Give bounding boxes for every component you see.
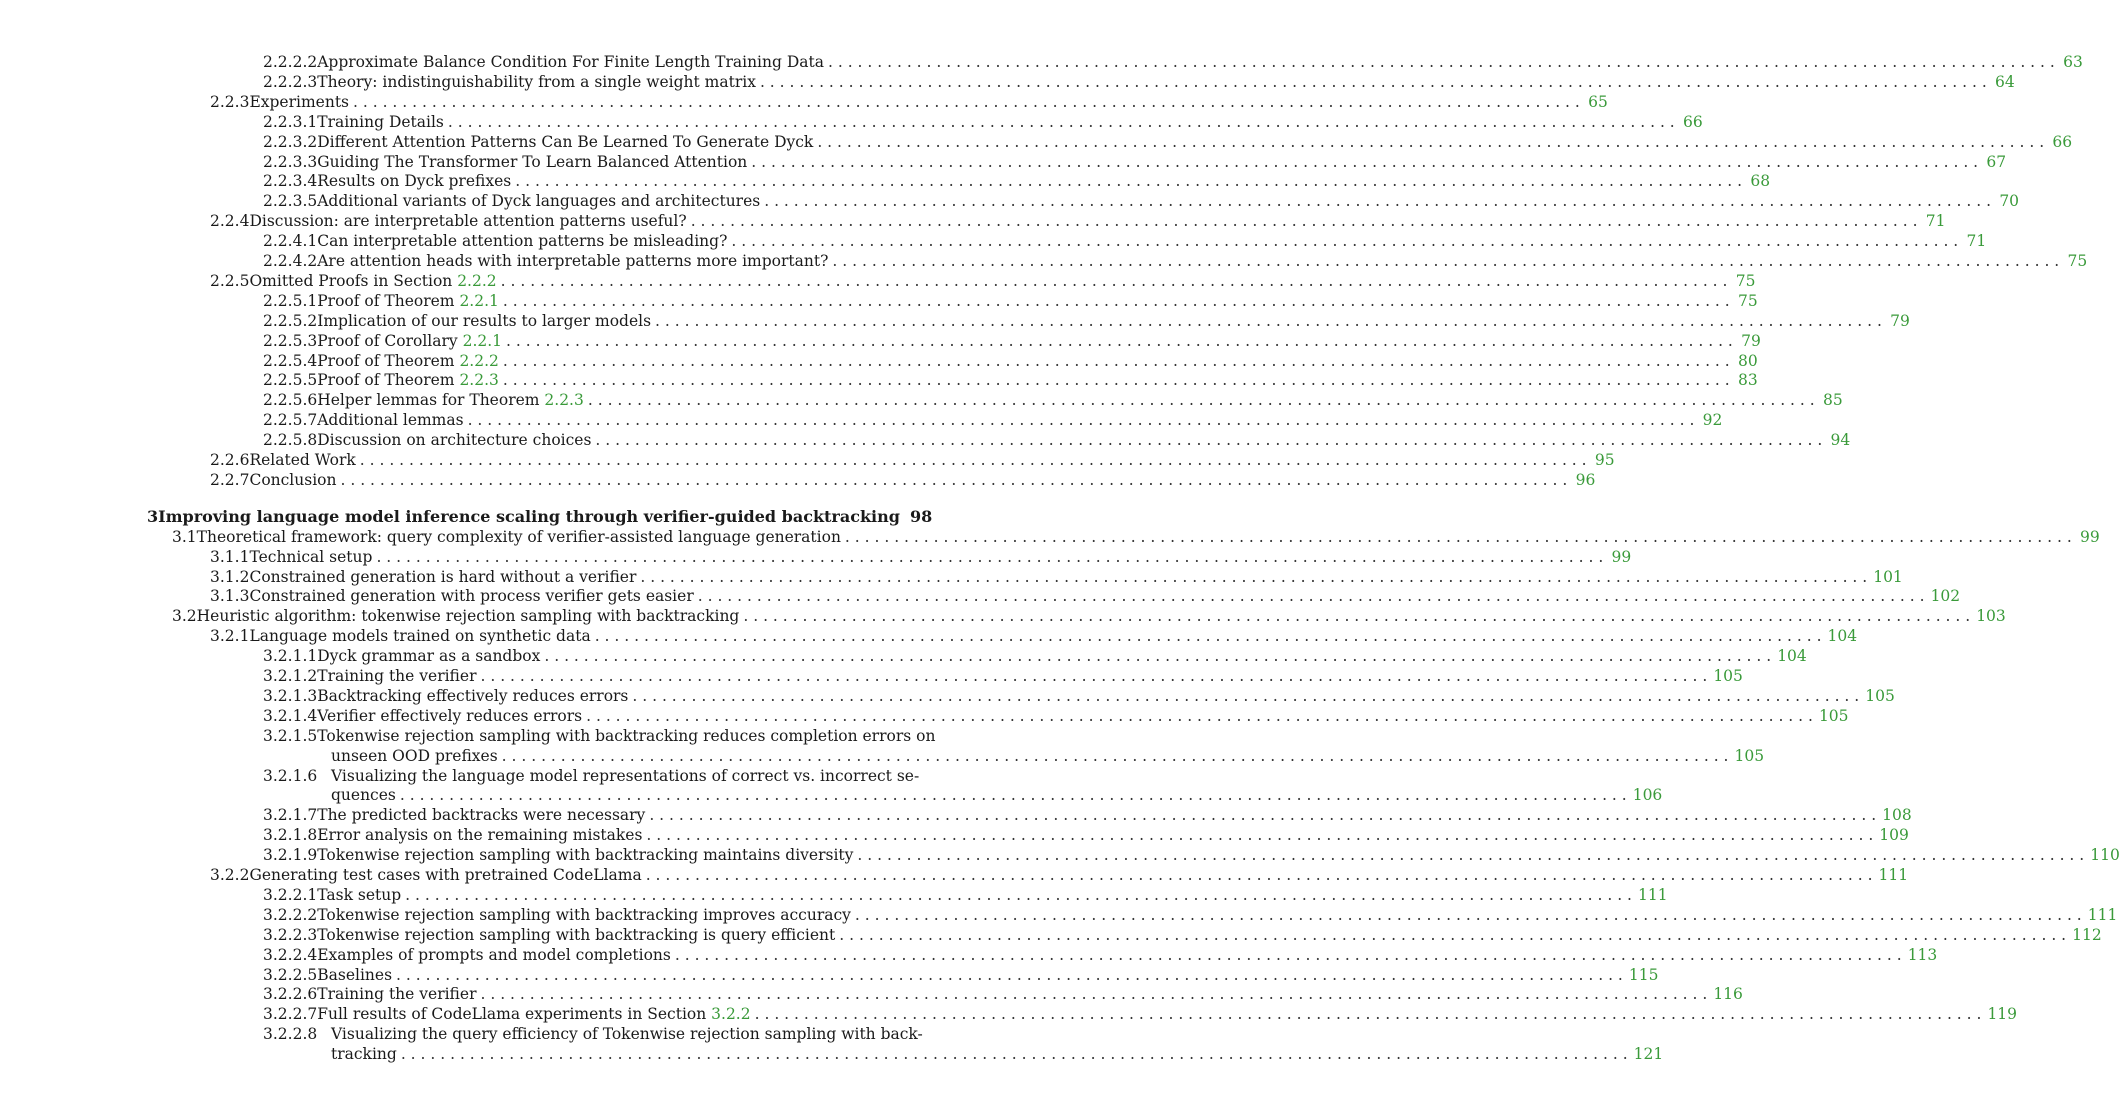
entry-title-text: Additional variants of Dyck languages and architectures (317, 192, 761, 211)
page-number-link[interactable]: 105 (1818, 706, 1849, 725)
toc-entry[interactable] (263, 726, 936, 746)
entry-title (317, 666, 476, 686)
entry-title-text: Tokenwise rejection sampling with backtracking improves accuracy (317, 905, 851, 924)
entry-title (317, 885, 401, 905)
leader-dots (405, 885, 1632, 905)
page-number-link[interactable]: 111 (1637, 885, 1668, 904)
page-number-link[interactable]: 68 (1750, 172, 1771, 191)
toc-entry[interactable] (263, 984, 1743, 1004)
entry-title (249, 92, 349, 112)
toc-entry[interactable] (263, 311, 1910, 331)
toc-entry[interactable] (263, 231, 1987, 251)
toc-entry[interactable] (210, 211, 1946, 231)
entry-title (317, 845, 853, 865)
toc-entry[interactable] (263, 686, 1895, 706)
entry-title-text: Dyck grammar as a sandbox (317, 647, 541, 666)
toc-entry[interactable] (210, 626, 1858, 646)
toc-entry[interactable] (210, 450, 1615, 470)
entry-title-text: Visualizing the language model representations of correct vs. incorrect se- (331, 766, 920, 785)
entry-title-text: Theory: indistinguishability from a single weight matrix (317, 72, 756, 91)
leader-dots (632, 686, 1859, 706)
entry-title-text: Generating test cases with pretrained CodeLlama (249, 866, 642, 884)
page-number-link[interactable]: 121 (1633, 1045, 1664, 1064)
entry-title-text: Training Details (317, 112, 444, 131)
toc-entry[interactable] (263, 925, 2102, 945)
entry-title-text: Constrained generation is hard without a verifier (249, 567, 637, 586)
toc-entry-continuation[interactable] (331, 746, 1765, 766)
toc-entry[interactable] (263, 1024, 926, 1044)
entry-number: 2.2.3.4 (263, 172, 318, 191)
leader-dots (506, 331, 1733, 351)
entry-number: 3.2.2.3 (263, 925, 318, 944)
leader-dots (401, 1044, 1628, 1064)
entry-number: 2.2.3 (210, 92, 250, 111)
entry-title-text: The predicted backtracks were necessary (317, 806, 646, 825)
page-number-link[interactable]: 85 (1822, 391, 1843, 410)
page-number-link[interactable]: 105 (1865, 686, 1895, 705)
entry-title-text: Additional lemmas (317, 411, 464, 430)
leader-dots (502, 746, 1729, 766)
entry-title-text: Error analysis on the remaining mistakes (317, 826, 643, 845)
leader-dots (448, 112, 1675, 132)
toc-entry-continuation[interactable] (331, 1044, 1664, 1064)
leader-dots (817, 132, 2044, 152)
entry-number: 2.2.5.5 (263, 371, 318, 390)
cross-reference-link[interactable]: 2.2.3 (544, 391, 584, 410)
toc-entry[interactable] (263, 965, 1659, 985)
leader-dots (503, 291, 1730, 311)
page-number-link[interactable]: 102 (1930, 587, 1961, 606)
entry-title-text: Helper lemmas for Theorem (317, 391, 545, 410)
entry-number: 3.2.1.8 (263, 826, 318, 845)
entry-title (249, 865, 641, 885)
leader-dots (480, 984, 1707, 1004)
entry-title (158, 507, 900, 527)
entry-title-text: Approximate Balance Condition For Finite Length Training Data (317, 53, 824, 71)
entry-title-text: Training the verifier (317, 985, 477, 1004)
leader-dots (353, 92, 1580, 112)
page-number-link[interactable]: 104 (1827, 627, 1858, 646)
entry-number: 2.2.5.4 (263, 351, 318, 370)
entry-number: 2.2.4 (210, 212, 250, 231)
page-number-link[interactable]: 108 (1882, 806, 1912, 825)
page-number-link[interactable]: 106 (1632, 786, 1663, 805)
entry-title-text: Proof of Corollary (317, 331, 463, 350)
entry-title (317, 52, 824, 72)
leader-dots (595, 430, 1822, 450)
page-number-link[interactable]: 109 (1879, 826, 1909, 845)
entry-number: 2.2.3.1 (263, 112, 318, 131)
entry-title (317, 152, 747, 172)
toc-entry[interactable] (263, 646, 1807, 666)
page-number-link[interactable]: 71 (1966, 232, 1987, 251)
entry-number: 3.2.2.6 (263, 985, 318, 1004)
leader-dots (360, 450, 1587, 470)
entry-title-text: Proof of Theorem (317, 371, 460, 390)
page-number-link[interactable]: 105 (1734, 746, 1765, 765)
page-number-link[interactable]: 75 (2067, 252, 2088, 270)
entry-title (249, 567, 636, 587)
entry-title (317, 706, 582, 726)
entry-title (317, 726, 935, 746)
toc-entry[interactable] (263, 251, 2088, 271)
toc-entry[interactable] (263, 706, 1849, 726)
toc-entry[interactable] (263, 112, 1703, 132)
entry-title (249, 271, 496, 291)
page-number-link[interactable]: 99 (1611, 547, 1632, 566)
entry-title-text: Results on Dyck prefixes (317, 172, 512, 191)
page-number-link[interactable]: 71 (1925, 212, 1946, 231)
entry-title-text: Baselines (317, 965, 393, 984)
toc-entry[interactable] (263, 410, 1723, 430)
entry-number: 2.2.5.1 (263, 291, 318, 310)
entry-number: 2.2.5.6 (263, 391, 318, 410)
entry-title (249, 470, 336, 490)
page-number-link[interactable]: 110 (2090, 846, 2120, 865)
toc-entry[interactable] (263, 805, 1912, 825)
entry-number: 3 (147, 506, 159, 526)
toc-entry[interactable] (210, 547, 1632, 567)
page-number-link[interactable]: 75 (1735, 271, 1756, 290)
entry-title-continuation: quences (331, 786, 396, 805)
leader-dots (743, 606, 1970, 626)
leader-dots (691, 211, 1918, 231)
entry-number: 3.2.2.1 (263, 885, 318, 904)
toc-entry[interactable] (172, 527, 2100, 547)
page-number-link[interactable]: 75 (1737, 291, 1758, 310)
toc-entry[interactable] (263, 825, 1909, 845)
entry-title-text: Experiments (249, 92, 350, 111)
entry-title-text: Related Work (249, 451, 356, 469)
entry-title (317, 191, 760, 211)
entry-number: 3.1.3 (210, 587, 250, 606)
entry-title (197, 527, 841, 547)
entry-title (249, 450, 355, 470)
toc-entry[interactable] (263, 370, 1758, 390)
page-number-link[interactable]: 115 (1628, 965, 1659, 984)
leader-dots (544, 646, 1771, 666)
page-number-link[interactable]: 101 (1873, 567, 1903, 586)
toc-entry[interactable] (263, 132, 2073, 152)
entry-title-text: Technical setup (249, 547, 373, 566)
entry-title (317, 370, 499, 390)
entry-title-text: Omitted Proofs in Section (249, 271, 458, 290)
entry-number: 2.2.4.1 (263, 232, 318, 251)
leader-dots (764, 191, 1991, 211)
entry-title-text: Full results of CodeLlama experiments in Section (317, 1005, 712, 1024)
entry-number: 3.1.2 (210, 567, 250, 586)
leader-dots (340, 470, 1567, 490)
leader-dots (640, 567, 1867, 587)
entry-title-text: Guiding The Transformer To Learn Balanced Attention (317, 152, 748, 171)
leader-dots (515, 171, 1742, 191)
toc-entry[interactable] (263, 666, 1743, 686)
page-number-link[interactable]: 63 (2063, 53, 2083, 71)
entry-number: 3.2.1.9 (263, 846, 318, 865)
entry-number: 3.1.1 (210, 547, 250, 566)
toc-entry[interactable] (210, 92, 1608, 112)
toc-entry[interactable] (210, 470, 1596, 490)
leader-dots (646, 865, 1873, 885)
entry-title-text: Task setup (317, 885, 402, 904)
page-number-link[interactable]: 104 (1777, 647, 1807, 666)
toc-entry[interactable] (263, 845, 2120, 865)
chapter-entry[interactable] (147, 506, 933, 527)
entry-title (317, 72, 756, 92)
entry-number: 2.2.5.8 (263, 431, 318, 450)
leader-dots (595, 626, 1822, 646)
cross-reference-link[interactable]: 2.2.1 (459, 291, 499, 310)
leader-dots (646, 825, 1873, 845)
page-number-link[interactable]: 111 (1878, 866, 1909, 884)
entry-number: 3.2.1.6 (263, 766, 318, 785)
toc-entry[interactable] (263, 331, 1761, 351)
leader-dots (857, 845, 2084, 865)
leader-dots (755, 1004, 1982, 1024)
toc-entry[interactable] (263, 945, 1938, 965)
page-number-link[interactable]: 112 (2072, 925, 2102, 944)
entry-number: 3.2.2.4 (263, 945, 318, 964)
entry-number: 2.2.3.5 (263, 192, 318, 211)
toc-entry[interactable] (263, 430, 1851, 450)
entry-title (317, 430, 591, 450)
entry-title (317, 311, 651, 331)
entry-title-text: Verifier effectively reduces errors (317, 706, 583, 725)
entry-title-continuation: unseen OOD prefixes (331, 746, 498, 765)
entry-title (249, 547, 372, 567)
toc-entry-continuation[interactable] (331, 785, 1663, 805)
leader-dots (655, 311, 1882, 331)
entry-title-text: Visualizing the query efficiency of Tokenwise rejection sampling with back- (331, 1025, 923, 1044)
entry-number: 3.2 (172, 607, 197, 626)
entry-title-text: Discussion: are interpretable attention patterns useful? (249, 212, 687, 231)
page-number-link[interactable]: 103 (1976, 607, 2006, 626)
page-number-link[interactable]: 66 (2052, 132, 2073, 151)
entry-number: 3.2.1.3 (263, 686, 318, 705)
page-number-link[interactable]: 94 (1830, 431, 1851, 450)
entry-title (331, 766, 926, 786)
entry-number: 2.2.5 (210, 271, 250, 290)
page-number-link[interactable]: 79 (1890, 311, 1910, 330)
page-number-link[interactable]: 116 (1713, 985, 1743, 1004)
entry-title-text: Different Attention Patterns Can Be Learned To Generate Dyck (317, 132, 814, 151)
cross-reference-link[interactable]: 3.2.2 (711, 1005, 751, 1024)
entry-number: 2.2.2.3 (263, 72, 318, 91)
entry-title (197, 606, 740, 626)
toc-entry[interactable] (263, 191, 2020, 211)
entry-title-text: Conclusion (249, 470, 337, 489)
page-number-link[interactable]: 70 (1999, 192, 2020, 211)
leader-dots (400, 785, 1627, 805)
entry-number: 2.2.3.3 (263, 152, 318, 171)
page-number-link[interactable]: 113 (1907, 945, 1938, 964)
cross-reference-link[interactable]: 2.2.1 (462, 331, 503, 350)
toc-entry[interactable] (263, 171, 1771, 191)
entry-number: 2.2.2.2 (263, 53, 318, 71)
entry-title-text: Constrained generation with process verifier gets easier (249, 587, 694, 606)
cross-reference-link[interactable]: 2.2.2 (457, 271, 497, 290)
entry-title-text: Examples of prompts and model completions (317, 945, 671, 964)
toc-entry[interactable] (263, 390, 1843, 410)
entry-title (317, 965, 392, 985)
leader-dots (751, 152, 1978, 172)
toc-entry[interactable] (263, 905, 2118, 925)
leader-dots (588, 390, 1815, 410)
entry-title (249, 586, 693, 606)
page-number-link[interactable]: 99 (2080, 527, 2100, 546)
toc-entry[interactable] (263, 52, 2083, 72)
entry-number: 2.2.7 (210, 470, 250, 489)
entry-title-text: Can interpretable attention patterns be misleading? (317, 232, 728, 251)
toc-entry[interactable] (263, 766, 926, 786)
leader-dots (675, 945, 1902, 965)
entry-title (317, 925, 835, 945)
leader-dots (832, 251, 2059, 271)
entry-title-text: Proof of Theorem (317, 351, 460, 370)
leader-dots (503, 370, 1730, 390)
page-number-link[interactable]: 83 (1737, 371, 1758, 390)
entry-title (317, 410, 463, 430)
toc-entry[interactable] (210, 865, 1909, 885)
cross-reference-link[interactable]: 2.2.2 (459, 351, 499, 370)
leader-dots (503, 351, 1730, 371)
leader-dots (698, 586, 1925, 606)
entry-title (317, 945, 671, 965)
page-number-link[interactable]: 98 (909, 506, 933, 526)
entry-number: 2.2.5.2 (263, 311, 318, 330)
entry-title-text: Are attention heads with interpretable patterns more important? (317, 252, 829, 270)
entry-title (317, 251, 828, 271)
leader-dots (396, 965, 1623, 985)
page-number-link[interactable]: 105 (1713, 667, 1743, 685)
entry-title-text: Improving language model inference scaling through verifier-guided backtracking (158, 506, 900, 526)
toc-entry[interactable] (263, 1004, 2018, 1024)
entry-number: 3.2.1.7 (263, 806, 318, 825)
cross-reference-link[interactable]: 2.2.3 (459, 371, 499, 390)
entry-title (317, 390, 584, 410)
entry-number: 2.2.6 (210, 451, 250, 469)
entry-number: 3.2.1 (210, 627, 250, 646)
page-number-link[interactable]: 92 (1702, 411, 1723, 430)
entry-title (317, 984, 476, 1004)
entry-title-text: Implication of our results to larger models (317, 311, 652, 330)
entry-title (317, 351, 499, 371)
toc-entry[interactable] (263, 885, 1668, 905)
leader-dots (376, 547, 1603, 567)
entry-number: 2.2.5.3 (263, 331, 318, 350)
entry-title (317, 805, 645, 825)
page-number-link[interactable]: 96 (1575, 470, 1596, 489)
leader-dots (828, 52, 2055, 72)
entry-number: 3.2.2.8 (263, 1025, 318, 1044)
page-number-link[interactable]: 67 (1986, 152, 2007, 171)
page-number-link[interactable]: 66 (1683, 112, 1703, 131)
entry-title (317, 291, 499, 311)
entry-title (317, 905, 851, 925)
entry-title-text: Tokenwise rejection sampling with backtracking reduces completion errors on (317, 726, 936, 745)
entry-number: 3.2.2.7 (263, 1005, 318, 1024)
page-number-link[interactable]: 119 (1987, 1005, 2018, 1024)
entry-title-text: Discussion on architecture choices (317, 431, 592, 450)
page-number-link[interactable]: 79 (1741, 331, 1761, 350)
entry-title (317, 825, 642, 845)
entry-number: 3.2.2.2 (263, 905, 318, 924)
entry-title-text: Tokenwise rejection sampling with backtracking is query efficient (317, 925, 836, 944)
toc-entry[interactable] (263, 351, 1758, 371)
entry-title-text: Backtracking effectively reduces errors (317, 686, 629, 705)
entry-title-text: Language models trained on synthetic data (249, 627, 591, 646)
page-number-link[interactable]: 64 (1995, 72, 2015, 91)
entry-title (317, 686, 628, 706)
entry-title-text: Heuristic algorithm: tokenwise rejection sampling with backtracking (196, 607, 740, 626)
entry-title (317, 132, 813, 152)
entry-number: 3.2.1.5 (263, 726, 318, 745)
toc-entry[interactable] (210, 567, 1903, 587)
toc-entry[interactable] (210, 586, 1961, 606)
entry-title-continuation: tracking (331, 1045, 397, 1064)
entry-number: 3.2.2 (210, 866, 250, 884)
entry-number: 3.1 (172, 527, 197, 546)
entry-title-text: Training the verifier (317, 667, 477, 685)
leader-dots (468, 410, 1695, 430)
leader-dots (839, 925, 2066, 945)
entry-number: 2.2.5.7 (263, 411, 318, 430)
toc-entry[interactable] (263, 152, 2007, 172)
leader-dots (480, 666, 1707, 686)
leader-dots (501, 271, 1728, 291)
page-number-link[interactable]: 80 (1737, 351, 1758, 370)
toc-entry[interactable] (263, 72, 2015, 92)
entry-number: 3.2.1.2 (263, 667, 318, 685)
leader-dots (760, 72, 1987, 92)
entry-number: 2.2.4.2 (263, 252, 318, 270)
entry-title (249, 211, 686, 231)
entry-title (317, 112, 444, 132)
entry-title (331, 1024, 926, 1044)
entry-title (317, 171, 511, 191)
leader-dots (731, 231, 1958, 251)
entry-title-text: Tokenwise rejection sampling with backtracking maintains diversity (317, 846, 854, 865)
toc-entry[interactable] (263, 291, 1758, 311)
leader-dots (649, 805, 1876, 825)
entry-number: 3.2.1.1 (263, 647, 318, 666)
entry-title-text: Proof of Theorem (317, 291, 460, 310)
entry-number: 3.2.2.5 (263, 965, 318, 984)
page-number-link[interactable]: 95 (1594, 451, 1615, 469)
leader-dots (845, 527, 2072, 547)
entry-title (317, 1004, 750, 1024)
page-number-link[interactable]: 111 (2087, 905, 2118, 924)
entry-title (317, 646, 540, 666)
entry-title (249, 626, 590, 646)
toc-entry[interactable] (210, 271, 1756, 291)
toc-entry[interactable] (172, 606, 2006, 626)
page-number-link[interactable]: 65 (1588, 92, 1608, 111)
leader-dots (586, 706, 1813, 726)
entry-number: 3.2.1.4 (263, 706, 318, 725)
entry-title (317, 331, 502, 351)
entry-title (317, 231, 727, 251)
entry-title-text: Theoretical framework: query complexity of verifier-assisted language generation (196, 527, 841, 546)
leader-dots (855, 905, 2082, 925)
entry-number: 2.2.3.2 (263, 132, 318, 151)
